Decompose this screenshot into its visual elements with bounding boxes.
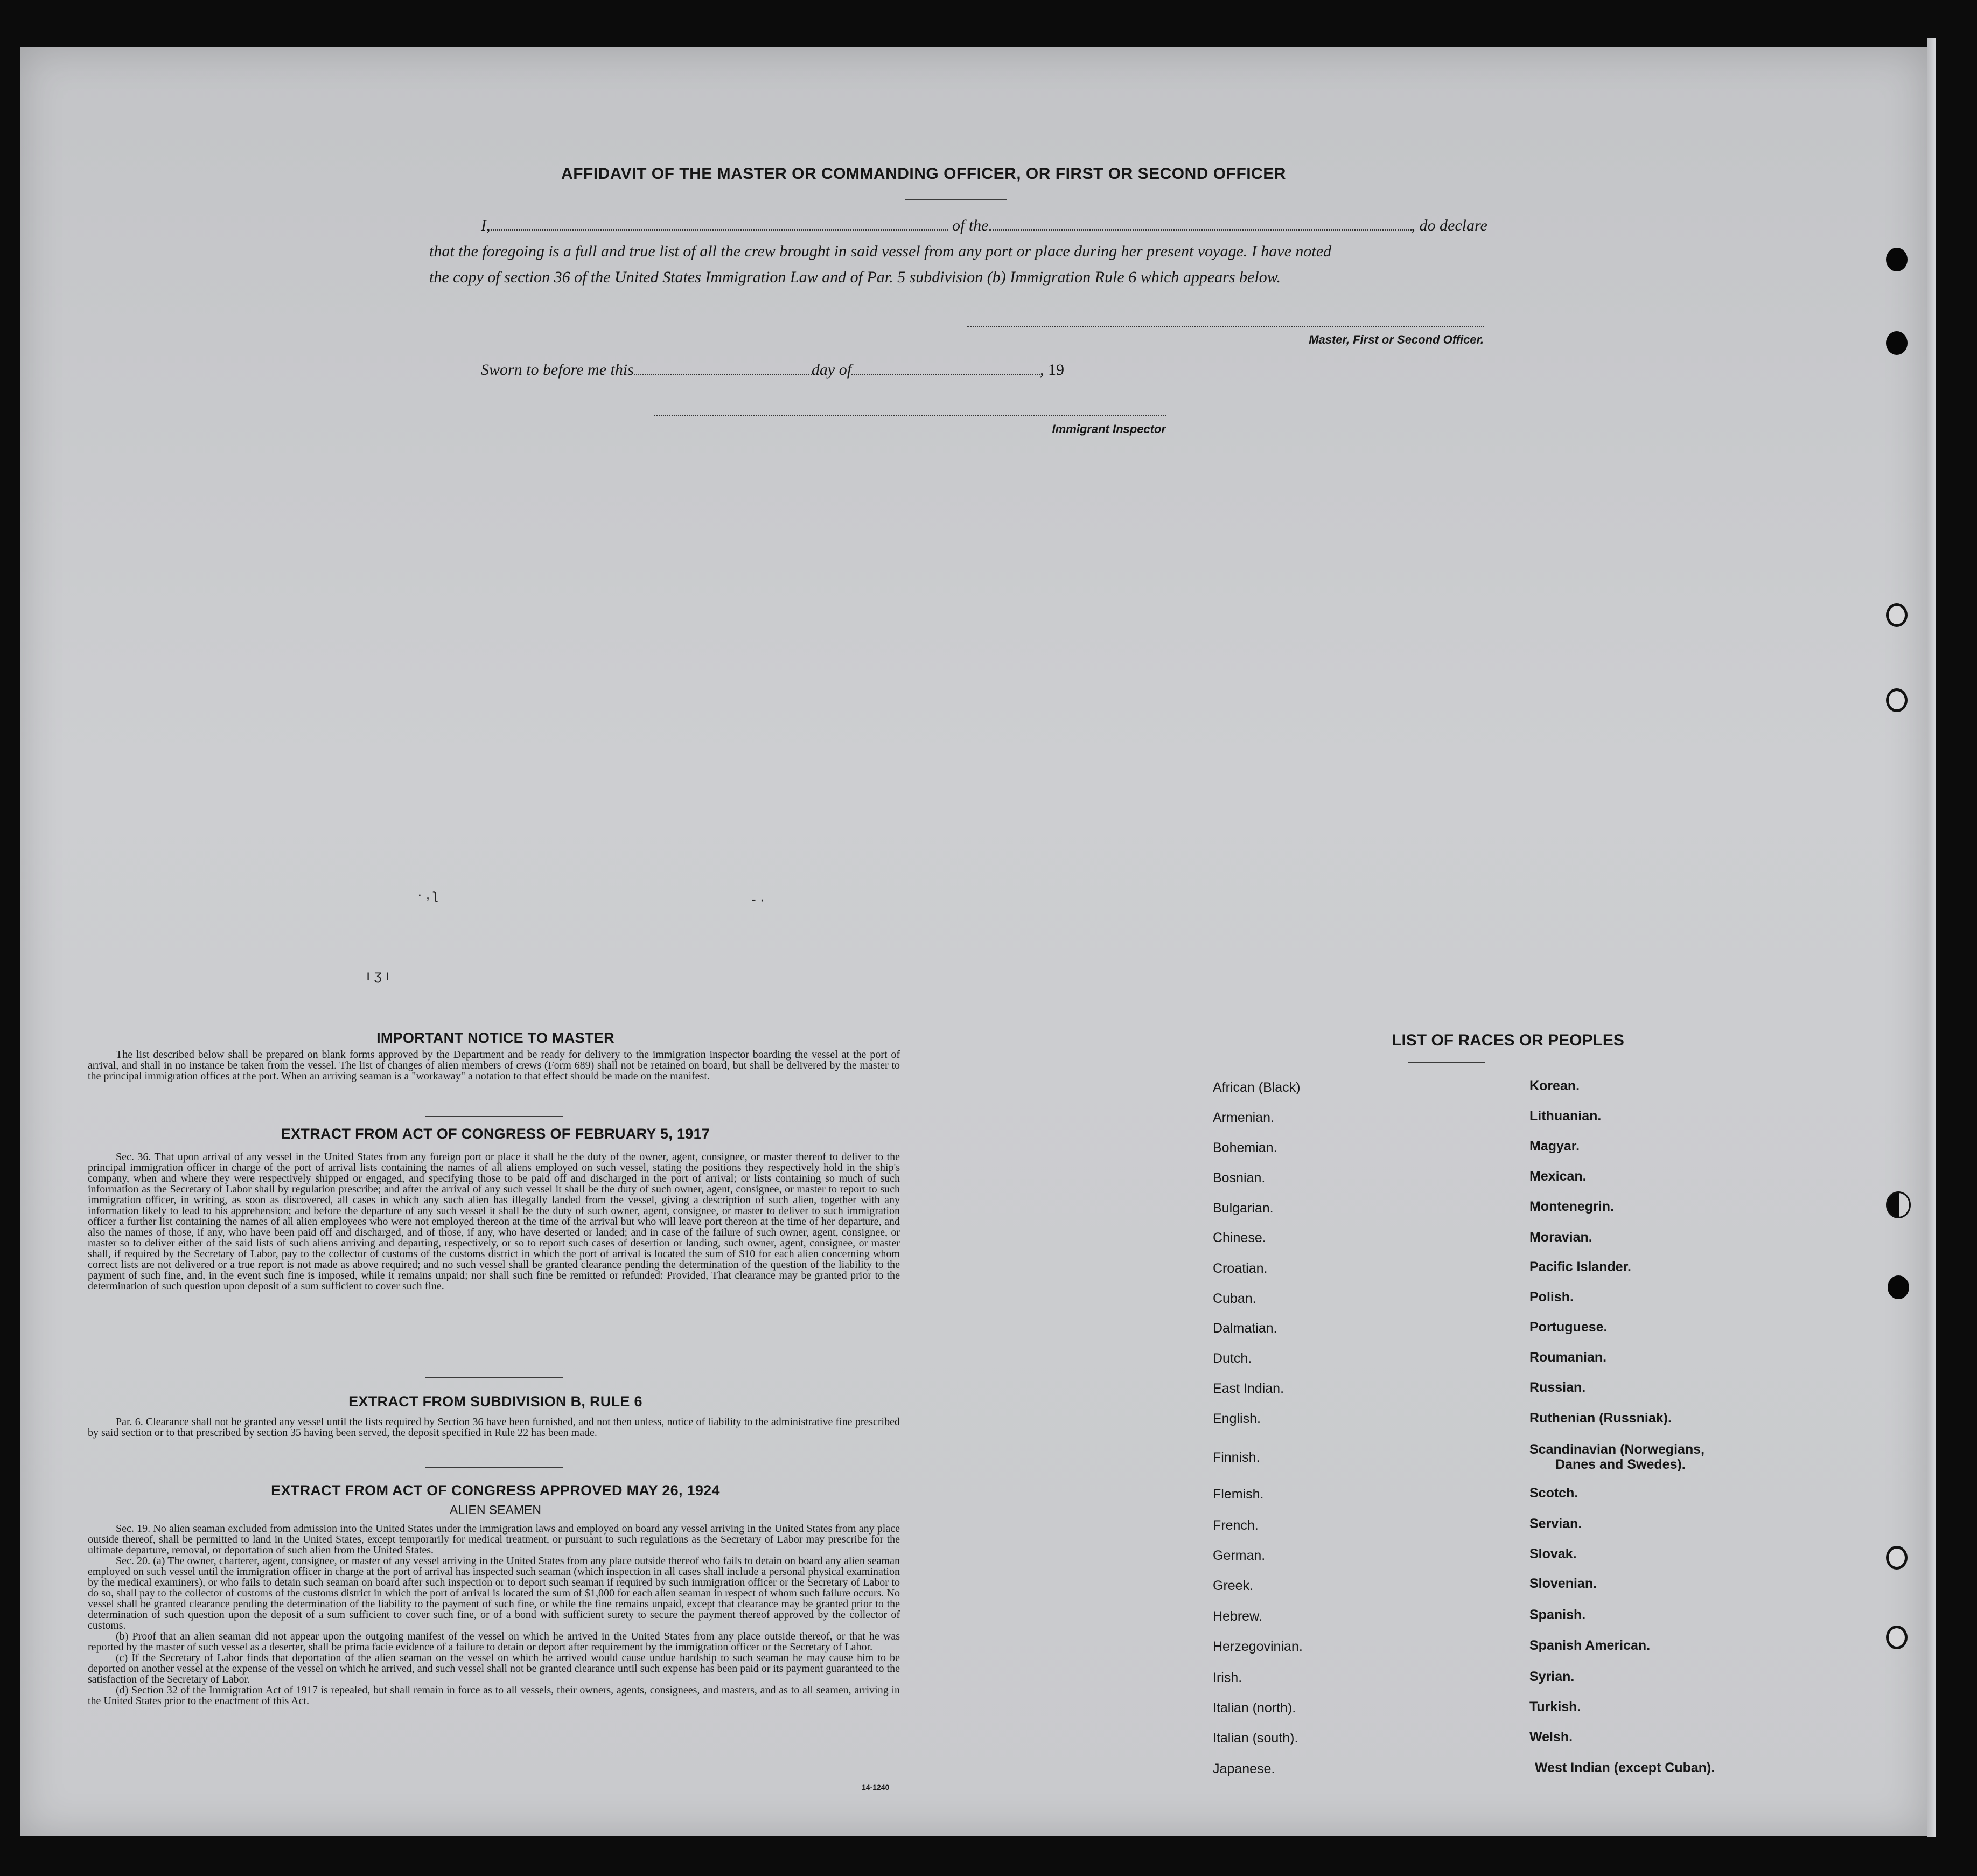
race-item: Danes and Swedes). (1555, 1457, 1686, 1472)
race-item: Servian. (1529, 1516, 1582, 1531)
master-signature-line (967, 326, 1484, 327)
sec-20a-text: Sec. 20. (a) The owner, charterer, agent, consignee, or master of any vessel arriving in the United States from any place outside thereof who fails to detain on board any alien seaman employed on such vessel until the immigration officer in charge at the port of arrival has inspected such seaman (which inspection in all cases shall include a personal physical examination by the medical examiners), or who fails to detain such seaman on board after such inspection or to deport such seaman if required by such immigration officer or the Secretary of Labor to do so, shall pay to the collector of customs of the customs district in which the port of arrival is located the sum of $1,000 for each alien seaman in respect of whom such failure occurs. No vessel shall be granted clearance pending the determination of the liability to the payment of such fine, or while the fine remains unpaid, except that clearance may be granted prior to the determination of such question upon the deposit of a sum sufficient to cover such fine, or of a bond with sufficient surety to secure the payment thereof approved by the collector of customs. (88, 1555, 900, 1631)
race-item: Ruthenian (Russniak). (1529, 1411, 1672, 1426)
race-item: Russian. (1529, 1380, 1586, 1395)
race-item: Syrian. (1529, 1669, 1575, 1684)
sec-20c-text: (c) If the Secretary of Labor finds that deportation of the alien seaman on the vessel on which he arrived would cause undue hardship to such seaman he may cause him to be deported on another vessel at the expense of the vessel on which he arrived, and such vessel shall not be granted clearance until such expense has been paid or its payment guaranteed to the satisfaction of the Secretary of Labor. (88, 1652, 900, 1685)
notice-text: The list described below shall be prepared on blank forms approved by the Department and be ready for delivery to the immigration inspector boarding the vessel at the port of arrival, and shall in no instance be taken from the vessel. The list of changes of alien members of crews (Form 689) shall not be retained on board, but shall be delivered by the master to the principal immigration offices at the port. When an arriving seaman is a "workaway" a notation to that effect should be made on the manifest. (88, 1049, 900, 1082)
sec-20b-text: (b) Proof that an alien seaman did not appear upon the outgoing manifest of the vessel on which he arrived in the United States from any place outside thereof, or that he was reported by the master of such vessel as a deserter, shall be prima facie evidence of a failure to detain or deport after requirement by the immigration officer or the Secretary of Labor. (88, 1630, 900, 1653)
sworn-day-of: day of (811, 361, 852, 379)
sworn-prefix: Sworn to before me this (481, 361, 634, 379)
affidavit-of-the: of the (952, 217, 989, 234)
affidavit-line-1 (481, 217, 1487, 235)
race-item: Portuguese. (1529, 1320, 1608, 1335)
sworn-year: , 19 (1040, 361, 1065, 379)
extract-1917-text: Sec. 36. That upon arrival of any vessel in the United States from any foreign port or place it shall be the duty of the owner, agent, consignee, or master thereof to deliver to the principal immigration officer in charge of the port of arrival lists containing the names of all aliens employed on such vessel, stating the positions they respectively hold in the ship's company, when and where they were respectively shipped or engaged, and specifying those to be paid off and discharged in the port of arrival; or lists containing so much of such information as the Secretary of Labor shall by regulation prescribe; and after the arrival of any such vessel it shall be the duty of such owner, agent, consignee, or master to report to such immigration officer, in writing, as soon as discovered, all cases in which any such alien has illegally landed from the vessel, giving a description of such alien, together with any information likely to lead to his apprehension; and before the departure of any such vessel it shall be the duty of such owner, agent, consignee, or master to deliver to such immigration officer a further list containing the names of all alien employees who were not employed thereon at the time of the arrival but who will leave port thereon at the time of her departure, and also the names of those, if any, who have been paid off and discharged, and of those, if any, who have deserted or landed; and in case of the failure of such owner, agent, consignee, or master so to deliver either of the said lists of such aliens arriving and departing, respectively, or so to report such cases of desertion or landing, such owner, agent, consignee, or master shall, if required by the Secretary of Labor, pay to the collector of customs of the customs district in which the port of arrival is located the sum of $10 for each alien concerning whom correct lists are not delivered or a true report is not made as above required; and no such vessel shall be granted clearance pending the determination of the question of the liability to the payment of such fine, and, in the event such fine is imposed, while it remains unpaid; nor shall such fine be remitted or refunded: Provided, That clearance may be granted prior to the determination of such question upon deposit of a sum sufficient to cover such fine. (88, 1151, 900, 1292)
punch-hole (1886, 1626, 1908, 1649)
divider (425, 1467, 563, 1468)
sec-20d-text: (d) Section 32 of the Immigration Act of 1917 is repealed, but shall remain in force as to all vessels, their owners, agents, consignees, and masters, and as to all seamen, arriving in the United States prior to the enactment of this Act. (88, 1684, 900, 1707)
rule6-title: EXTRACT FROM SUBDIVISION B, RULE 6 (348, 1393, 642, 1410)
sec-19-text: Sec. 19. No alien seaman excluded from admission into the United States under the immigration laws and employed on board any vessel arriving in the United States from any place outside thereof, shall be permitted to land in the United States, except temporarily for medical treatment, or pursuant to such regulations as the Secretary of Labor may prescribe for the ultimate departure, removal, or deportation of such alien from the United States. (88, 1523, 900, 1556)
race-item: Flemish. (1213, 1487, 1264, 1502)
page-edge (1927, 38, 1936, 1837)
form-number: 14-1240 (862, 1783, 890, 1791)
race-item: Welsh. (1529, 1729, 1573, 1745)
race-item: Scotch. (1529, 1486, 1578, 1501)
race-item: Magyar. (1529, 1139, 1580, 1154)
divider (905, 199, 1007, 200)
punch-hole (1888, 1275, 1909, 1299)
races-title: LIST OF RACES OR PEOPLES (1392, 1031, 1624, 1049)
punch-hole (1886, 688, 1908, 712)
race-item: Armenian. (1213, 1110, 1274, 1125)
divider (425, 1377, 563, 1378)
divider (1464, 1062, 1485, 1063)
race-item: Cuban. (1213, 1291, 1256, 1306)
race-item: Bulgarian. (1213, 1201, 1274, 1216)
handwritten-mark: · , ʅ (417, 886, 437, 902)
vessel-blank (989, 229, 1412, 231)
race-item: African (Black) (1213, 1080, 1301, 1095)
race-item: Greek. (1213, 1578, 1254, 1593)
race-item: Dutch. (1213, 1351, 1252, 1366)
race-item: Montenegrin. (1529, 1199, 1614, 1214)
race-item: Italian (north). (1213, 1700, 1296, 1715)
race-item: Finnish. (1213, 1450, 1260, 1465)
race-item: Spanish American. (1529, 1638, 1651, 1653)
race-item: Hebrew. (1213, 1609, 1262, 1624)
race-item: Turkish. (1529, 1699, 1581, 1714)
race-item: Moravian. (1529, 1230, 1592, 1245)
extract-1924-subtitle: ALIEN SEAMEN (450, 1503, 541, 1517)
punch-hole (1886, 331, 1908, 355)
punch-hole (1886, 1191, 1911, 1218)
race-item: Bohemian. (1213, 1140, 1277, 1155)
race-item: English. (1213, 1411, 1261, 1426)
race-item: Herzegovinian. (1213, 1639, 1303, 1654)
affidavit-title: AFFIDAVIT OF THE MASTER OR COMMANDING OFFICER, OR FIRST OR SECOND OFFICER (561, 165, 1286, 183)
punch-hole (1886, 1546, 1908, 1570)
race-item: Dalmatian. (1213, 1321, 1277, 1336)
affidavit-declare: , do declare (1411, 217, 1487, 234)
race-item: Roumanian. (1529, 1350, 1607, 1365)
extract-1924-title: EXTRACT FROM ACT OF CONGRESS APPROVED MAY 26, 1924 (271, 1482, 720, 1498)
race-item: French. (1213, 1518, 1259, 1533)
divider (425, 1116, 563, 1117)
handwritten-mark: - · (751, 891, 765, 908)
race-item: Spanish. (1529, 1607, 1586, 1622)
affidavit-line-3: the copy of section 36 of the United States Immigration Law and of Par. 5 subdivision (b) Immigration Rule 6 which appears below. (429, 268, 1281, 286)
race-item: Italian (south). (1213, 1731, 1298, 1746)
master-label: Master, First or Second Officer. (1309, 333, 1484, 346)
race-item: German. (1213, 1548, 1266, 1563)
race-item: Slovak. (1529, 1546, 1577, 1561)
race-item: Lithuanian. (1529, 1108, 1602, 1124)
affidavit-line-2: that the foregoing is a full and true list of all the crew brought in said vessel from any port or place during her present voyage. I have noted (429, 242, 1332, 260)
race-item: Croatian. (1213, 1261, 1268, 1276)
race-item: East Indian. (1213, 1381, 1284, 1396)
rule6-text: Par. 6. Clearance shall not be granted any vessel until the lists required by Section 36 have been furnished, and not then unless, notice of liability to the administrative fine prescribed by said section or to that prescribed by section 35 having been served, the deposit specified in Rule 22 has been made. (88, 1416, 900, 1439)
race-item: Polish. (1529, 1289, 1574, 1305)
sworn-line (481, 361, 1064, 379)
race-item: Mexican. (1529, 1169, 1587, 1184)
punch-hole (1886, 603, 1908, 627)
handwritten-mark: ı ʒ ı (366, 967, 390, 983)
race-item: Japanese. (1213, 1761, 1275, 1776)
punch-hole (1886, 248, 1908, 271)
sworn-month-blank (851, 374, 1040, 375)
extract-1924-body (88, 1523, 900, 1706)
inspector-label: Immigrant Inspector (1052, 422, 1166, 436)
inspector-signature-line (654, 415, 1166, 416)
race-item: Scandinavian (Norwegians, (1529, 1442, 1705, 1457)
race-item: Korean. (1529, 1078, 1580, 1093)
race-item: Slovenian. (1529, 1576, 1597, 1591)
race-item: West Indian (except Cuban). (1535, 1760, 1715, 1775)
race-item: Pacific Islander. (1529, 1259, 1631, 1274)
race-item: Irish. (1213, 1670, 1242, 1685)
race-item: Chinese. (1213, 1230, 1266, 1245)
notice-title: IMPORTANT NOTICE TO MASTER (376, 1030, 614, 1046)
sworn-day-blank (634, 374, 812, 375)
affidavit-prefix: I, (481, 217, 491, 234)
extract-1917-title: EXTRACT FROM ACT OF CONGRESS OF FEBRUARY 5, 1917 (281, 1126, 710, 1142)
name-blank (491, 229, 948, 231)
race-item: Bosnian. (1213, 1170, 1266, 1185)
